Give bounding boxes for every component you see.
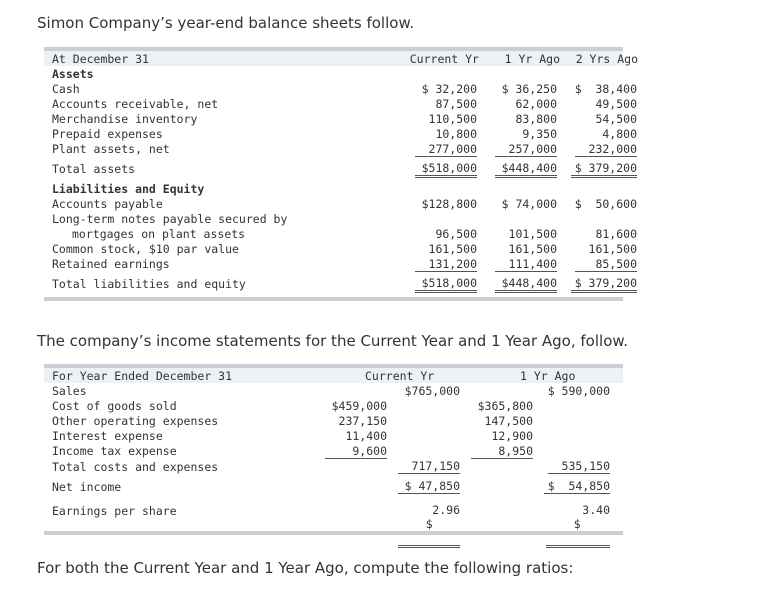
sales-prior: $ 590,000 (547, 384, 610, 398)
plant-c3: 232,000 (575, 142, 637, 157)
opex-label: Other operating expenses (52, 414, 219, 428)
assets-heading: Assets (52, 67, 94, 81)
bs-header-1yr: 1 Yr Ago (504, 52, 560, 66)
eps-label: Earnings per share (52, 504, 177, 518)
tax-cur: 9,600 (325, 444, 387, 459)
cs-c1: 161,500 (428, 242, 477, 256)
balance-sheet-table (44, 47, 638, 301)
interest-cur: 11,400 (345, 429, 387, 443)
total-le-c2: $448,400 (495, 276, 557, 293)
re-c2: 111,400 (495, 257, 557, 272)
sales-cur: $765,000 (404, 384, 460, 398)
tax-label: Income tax expense (52, 444, 177, 458)
prepaid-c3: 4,800 (602, 127, 637, 141)
prepaid-c1: 10,800 (435, 127, 477, 141)
table-bottom-band (44, 297, 623, 301)
cs-c3: 161,500 (588, 242, 637, 256)
eps-cur: 2.96 (432, 503, 460, 517)
eps-cur-symbol: $ (425, 517, 433, 531)
total-le-c1: $518,000 (415, 276, 477, 293)
prepaid-label: Prepaid expenses (52, 127, 163, 141)
ar-c1: 87,500 (435, 97, 477, 111)
opex-prior: 147,500 (484, 414, 533, 428)
tax-prior: 8,950 (471, 444, 533, 459)
intro-balance-sheet: Simon Company’s year-end balance sheets follow. (37, 14, 415, 32)
ltnp-c3: 81,600 (595, 227, 637, 241)
re-c1: 131,200 (415, 257, 477, 272)
bs-header-current: Current Yr (409, 52, 479, 66)
is-header-current: Current Yr (365, 369, 435, 383)
re-c3: 85,500 (575, 257, 637, 272)
net-income-label: Net income (52, 480, 122, 494)
bs-header-2yr: 2 Yrs Ago (575, 52, 638, 66)
net-income-cur: $ 47,850 (398, 479, 460, 494)
is-bottom-band (44, 531, 623, 535)
intro-ratios: For both the Current Year and 1 Year Ago, compute the following ratios: (37, 559, 574, 577)
ltnp-label-1: Long-term notes payable secured by (52, 212, 288, 226)
inv-c3: 54,500 (595, 112, 637, 126)
plant-label: Plant assets, net (52, 142, 170, 156)
ltnp-label-2: mortgages on plant assets (72, 227, 246, 241)
ap-c1: $128,800 (421, 197, 477, 211)
total-assets-c3: $ 379,200 (571, 161, 637, 178)
eps-prior: 3.40 (582, 503, 610, 517)
ltnp-c1: 96,500 (435, 227, 477, 241)
cash-c3: $ 38,400 (574, 82, 637, 96)
is-header-label: For Year Ended December 31 (52, 369, 233, 383)
ar-label: Accounts receivable, net (52, 97, 219, 111)
prepaid-c2: 9,350 (522, 127, 557, 141)
ltnp-c2: 101,500 (508, 227, 557, 241)
total-assets-c1: $518,000 (415, 161, 477, 178)
cs-label: Common stock, $10 par value (52, 242, 239, 256)
liabilities-heading: Liabilities and Equity (52, 182, 205, 196)
opex-cur: 237,150 (338, 414, 387, 428)
inv-c2: 83,800 (515, 112, 557, 126)
cogs-prior: $365,800 (477, 399, 533, 413)
ap-c2: $ 74,000 (501, 197, 557, 211)
bs-header-label: At December 31 (52, 52, 149, 66)
total-assets-label: Total assets (52, 162, 136, 176)
inv-label: Merchandise inventory (52, 112, 198, 126)
total-costs-label: Total costs and expenses (52, 460, 219, 474)
ap-c3: $ 50,600 (574, 197, 637, 211)
plant-c1: 277,000 (415, 142, 477, 157)
ar-c3: 49,500 (595, 97, 637, 111)
cogs-cur: $459,000 (331, 399, 387, 413)
cogs-label: Cost of goods sold (52, 399, 177, 413)
total-costs-prior: 535,150 (548, 459, 610, 474)
interest-label: Interest expense (52, 429, 163, 443)
cs-c2: 161,500 (508, 242, 557, 256)
total-le-label: Total liabilities and equity (52, 277, 246, 291)
cash-label: Cash (52, 82, 80, 96)
total-assets-c2: $448,400 (495, 161, 557, 178)
total-le-c3: $ 379,200 (571, 276, 637, 293)
eps-prior-symbol: $ (573, 517, 581, 531)
total-costs-cur: 717,150 (398, 459, 460, 474)
inv-c1: 110,500 (428, 112, 477, 126)
cash-c1: $ 32,200 (421, 82, 477, 96)
intro-income-statement: The company’s income statements for the Current Year and 1 Year Ago, follow. (37, 332, 629, 350)
sales-label: Sales (52, 384, 87, 398)
plant-c2: 257,000 (495, 142, 557, 157)
cash-c2: $ 36,250 (501, 82, 557, 96)
ar-c2: 62,000 (515, 97, 557, 111)
re-label: Retained earnings (52, 257, 170, 271)
ap-label: Accounts payable (52, 197, 163, 211)
interest-prior: 12,900 (491, 429, 533, 443)
income-statement-table (44, 364, 623, 536)
is-header-prior: 1 Yr Ago (520, 369, 576, 383)
net-income-prior: $ 54,850 (544, 479, 610, 494)
